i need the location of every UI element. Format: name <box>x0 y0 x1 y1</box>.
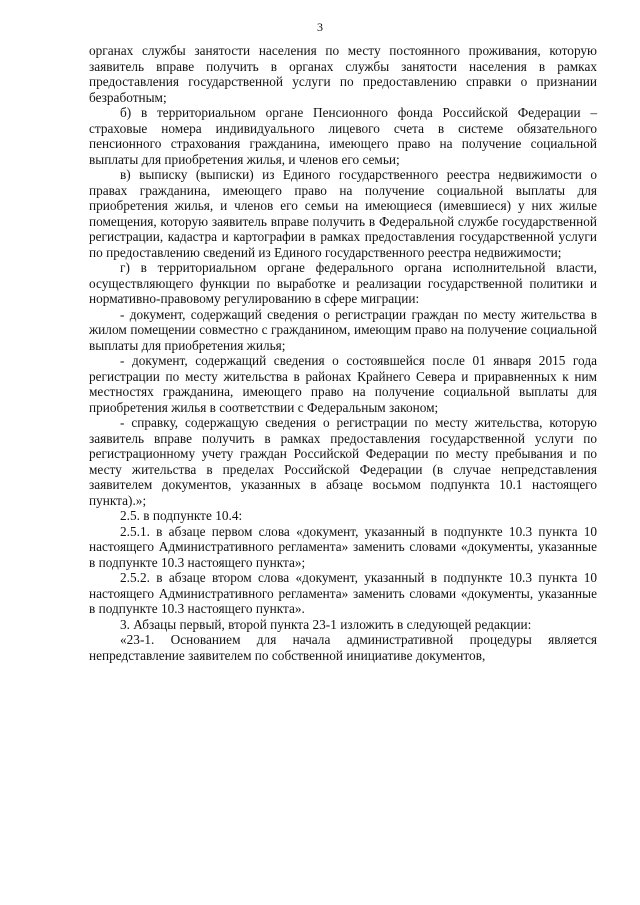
paragraph-dash-cohabitation-doc: - документ, содержащий сведения о регистрации граждан по месту жительства в жилом помещении совместно с гражданином, имеющим право на получение социальной выплаты для приобретения жилья; <box>89 306 597 353</box>
paragraph-2-5-2: 2.5.2. в абзаце втором слова «документ, указанный в подпункте 10.3 пункта 10 настоящего Административного регламента» заменить словами «документы, указанные в подпункте 10.3 настоящего пункта». <box>89 570 597 616</box>
paragraph-23-1-new-text: «23-1. Основанием для начала административной процедуры является непредставление заявителем по собственной инициативе документов, <box>89 632 597 663</box>
document-body <box>89 43 597 663</box>
paragraph-2-5: 2.5. в подпункте 10.4: <box>120 508 243 523</box>
page-number: 3 <box>317 20 323 34</box>
paragraph-item-g-migration-authority: г) в территориальном органе федерального органа исполнительной власти, осуществляющего функции по выработке и реализации государственной политики и нормативно-правовому регулированию в сфере миграции: <box>89 260 597 306</box>
paragraph-unemployment-office: органах службы занятости населения по месту постоянного проживания, которую заявитель вправе получить в органах службы занятости населения в рамках предоставления государственной услуги по предоставлению справки о признании безработным; <box>89 43 597 105</box>
paragraph-item-b-pension-fund: б) в территориальном органе Пенсионного фонда Российской Федерации – страховые номера индивидуального лицевого счета в системе обязательного пенсионного страхования гражданина, имеющего право на получение социальной выплаты для приобретения жилья, и членов его семьи; <box>89 105 597 167</box>
paragraph-item-v-property-registry: в) выписку (выписки) из Единого государственного реестра недвижимости о правах гражданина, имеющего право на получение социальной выплаты для приобретения жилья, и членов его семьи на имеющиеся (имевшиеся) у них жилые помещения, которую заявитель вправе получить в Федеральной службе государственной регистрации, кадастра и картографии в рамках предоставления государственной услуги по предоставлению сведений из Единого государственного реестра недвижимости; <box>89 167 597 260</box>
paragraph-2-5-1: 2.5.1. в абзаце первом слова «документ, указанный в подпункте 10.3 пункта 10 настоящего Административного регламента» заменить словами «документы, указанные в подпункте 10.3 настоящего пункта»; <box>89 523 597 570</box>
paragraph-dash-far-north-registration: - документ, содержащий сведения о состоявшейся после 01 января 2015 года регистрации по месту жительства в районах Крайнего Севера и приравненных к ним местностях гражданина, имеющего право на получение социальной выплаты для приобретения жилья в соответствии с Федеральным законом; <box>89 353 597 415</box>
paragraph-dash-residence-certificate: - справку, содержащую сведения о регистрации по месту жительства, которую заявитель вправе получить в рамках предоставления государственной услуги по регистрационному учету граждан Российской Федерации по месту пребывания и по месту жительства в пределах Российской Федерации (в случае непредставления заявителем документов, указанных в абзаце восьмом подпункта 10.1 настоящего пункта).»; <box>89 415 597 508</box>
paragraph-3-amendment: 3. Абзацы первый, второй пункта 23-1 изложить в следующей редакции: <box>120 616 532 632</box>
